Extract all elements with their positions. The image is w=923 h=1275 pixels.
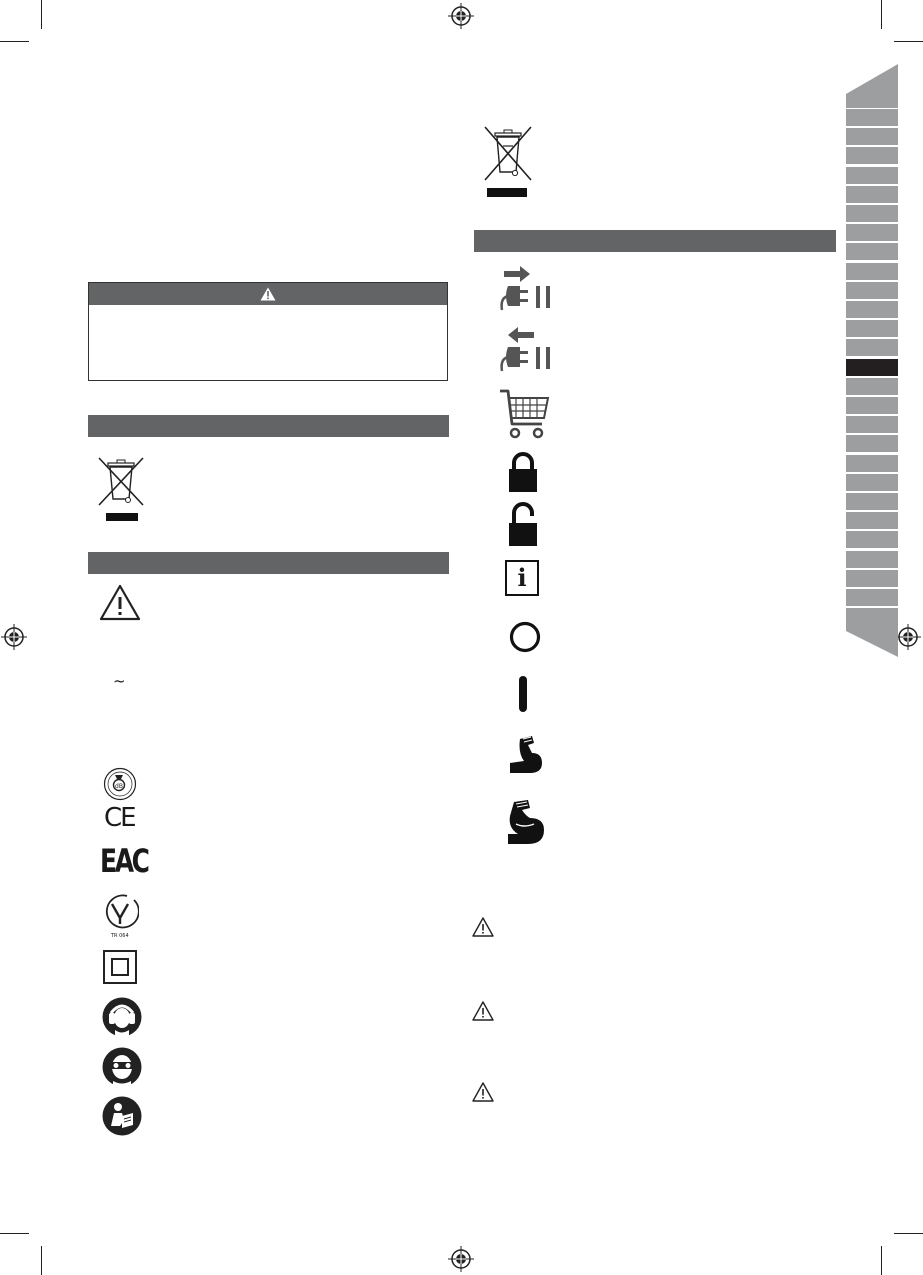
ce-mark-icon: CE <box>104 803 135 833</box>
lock-closed-icon <box>507 452 539 492</box>
eye-protection-icon <box>102 1047 142 1087</box>
crop-mark <box>0 41 29 42</box>
warning-box-header <box>89 283 447 305</box>
crop-mark <box>41 0 42 29</box>
side-tab[interactable] <box>846 128 898 145</box>
side-tab[interactable] <box>846 397 898 414</box>
warning-triangle-icon <box>472 1082 494 1102</box>
power-off-icon <box>508 620 542 654</box>
warning-triangle-icon <box>260 287 276 301</box>
warning-triangle-icon <box>472 1001 494 1021</box>
warning-box <box>88 282 448 381</box>
noise-level-icon <box>103 767 137 801</box>
section-title <box>474 234 482 248</box>
ear-protection-icon <box>102 997 142 1037</box>
side-tab[interactable] <box>846 301 898 318</box>
side-tab[interactable] <box>846 435 898 452</box>
side-tab[interactable] <box>846 186 898 203</box>
side-tab-top-bevel <box>846 64 898 108</box>
side-tab[interactable] <box>846 512 898 529</box>
side-tab[interactable] <box>846 243 898 260</box>
side-tab[interactable] <box>846 282 898 299</box>
eac-mark-icon: EAC <box>100 842 148 880</box>
svg-text:dB: dB <box>115 783 123 790</box>
side-tab[interactable] <box>846 570 898 587</box>
warning-box-text <box>89 305 447 321</box>
lock-open-icon <box>507 502 541 546</box>
crop-mark <box>894 1233 923 1234</box>
section-bar-right-symbols <box>474 230 836 252</box>
crop-mark <box>0 1233 29 1234</box>
plug-connect-icon <box>498 325 554 373</box>
crop-mark <box>894 41 923 42</box>
side-tab[interactable] <box>846 109 898 126</box>
info-letter: i <box>517 563 527 592</box>
section-bar-symbols <box>88 552 449 574</box>
registration-mark-icon <box>1 624 27 650</box>
arm-flex-high-icon <box>504 798 548 844</box>
alternating-current-icon: ~ <box>113 672 126 690</box>
side-tab-bottom-bevel <box>846 609 898 657</box>
side-tab[interactable] <box>846 531 898 548</box>
side-tab[interactable] <box>846 167 898 184</box>
shopping-cart-icon <box>498 388 550 440</box>
side-tab[interactable] <box>846 474 898 491</box>
side-tab[interactable] <box>846 205 898 222</box>
side-tab[interactable] <box>846 339 898 356</box>
crossed-out-bin-icon <box>96 455 146 523</box>
side-tab[interactable] <box>846 455 898 472</box>
side-tab[interactable] <box>846 551 898 568</box>
section-bar-environment <box>88 415 449 437</box>
plug-disconnect-icon <box>498 264 554 312</box>
side-tab[interactable] <box>846 416 898 433</box>
class-two-insulation-icon <box>103 950 137 984</box>
read-manual-icon <box>102 1096 142 1136</box>
side-tab[interactable] <box>846 263 898 280</box>
section-title <box>88 419 96 433</box>
crop-mark <box>41 1246 42 1275</box>
registration-mark-icon <box>448 1246 474 1272</box>
registration-mark-icon <box>895 624 921 650</box>
registration-mark-icon <box>448 3 474 29</box>
side-tab[interactable] <box>846 378 898 395</box>
crop-mark <box>881 1246 882 1275</box>
section-title <box>88 556 96 570</box>
side-tab[interactable] <box>846 493 898 510</box>
ukraine-conformity-code: TR 064 <box>111 933 129 939</box>
ukraine-conformity-icon <box>101 892 139 936</box>
warning-triangle-icon <box>99 584 141 622</box>
side-tab[interactable] <box>846 589 898 606</box>
power-on-icon <box>518 676 528 712</box>
arm-flex-low-icon <box>506 731 546 773</box>
info-icon <box>505 560 539 596</box>
side-tab[interactable] <box>846 320 898 337</box>
warning-triangle-icon <box>472 917 494 937</box>
side-tab[interactable] <box>846 147 898 164</box>
crossed-out-bin-icon <box>482 124 534 198</box>
side-tab[interactable] <box>846 359 898 376</box>
crop-mark <box>881 0 882 29</box>
side-tab[interactable] <box>846 224 898 241</box>
